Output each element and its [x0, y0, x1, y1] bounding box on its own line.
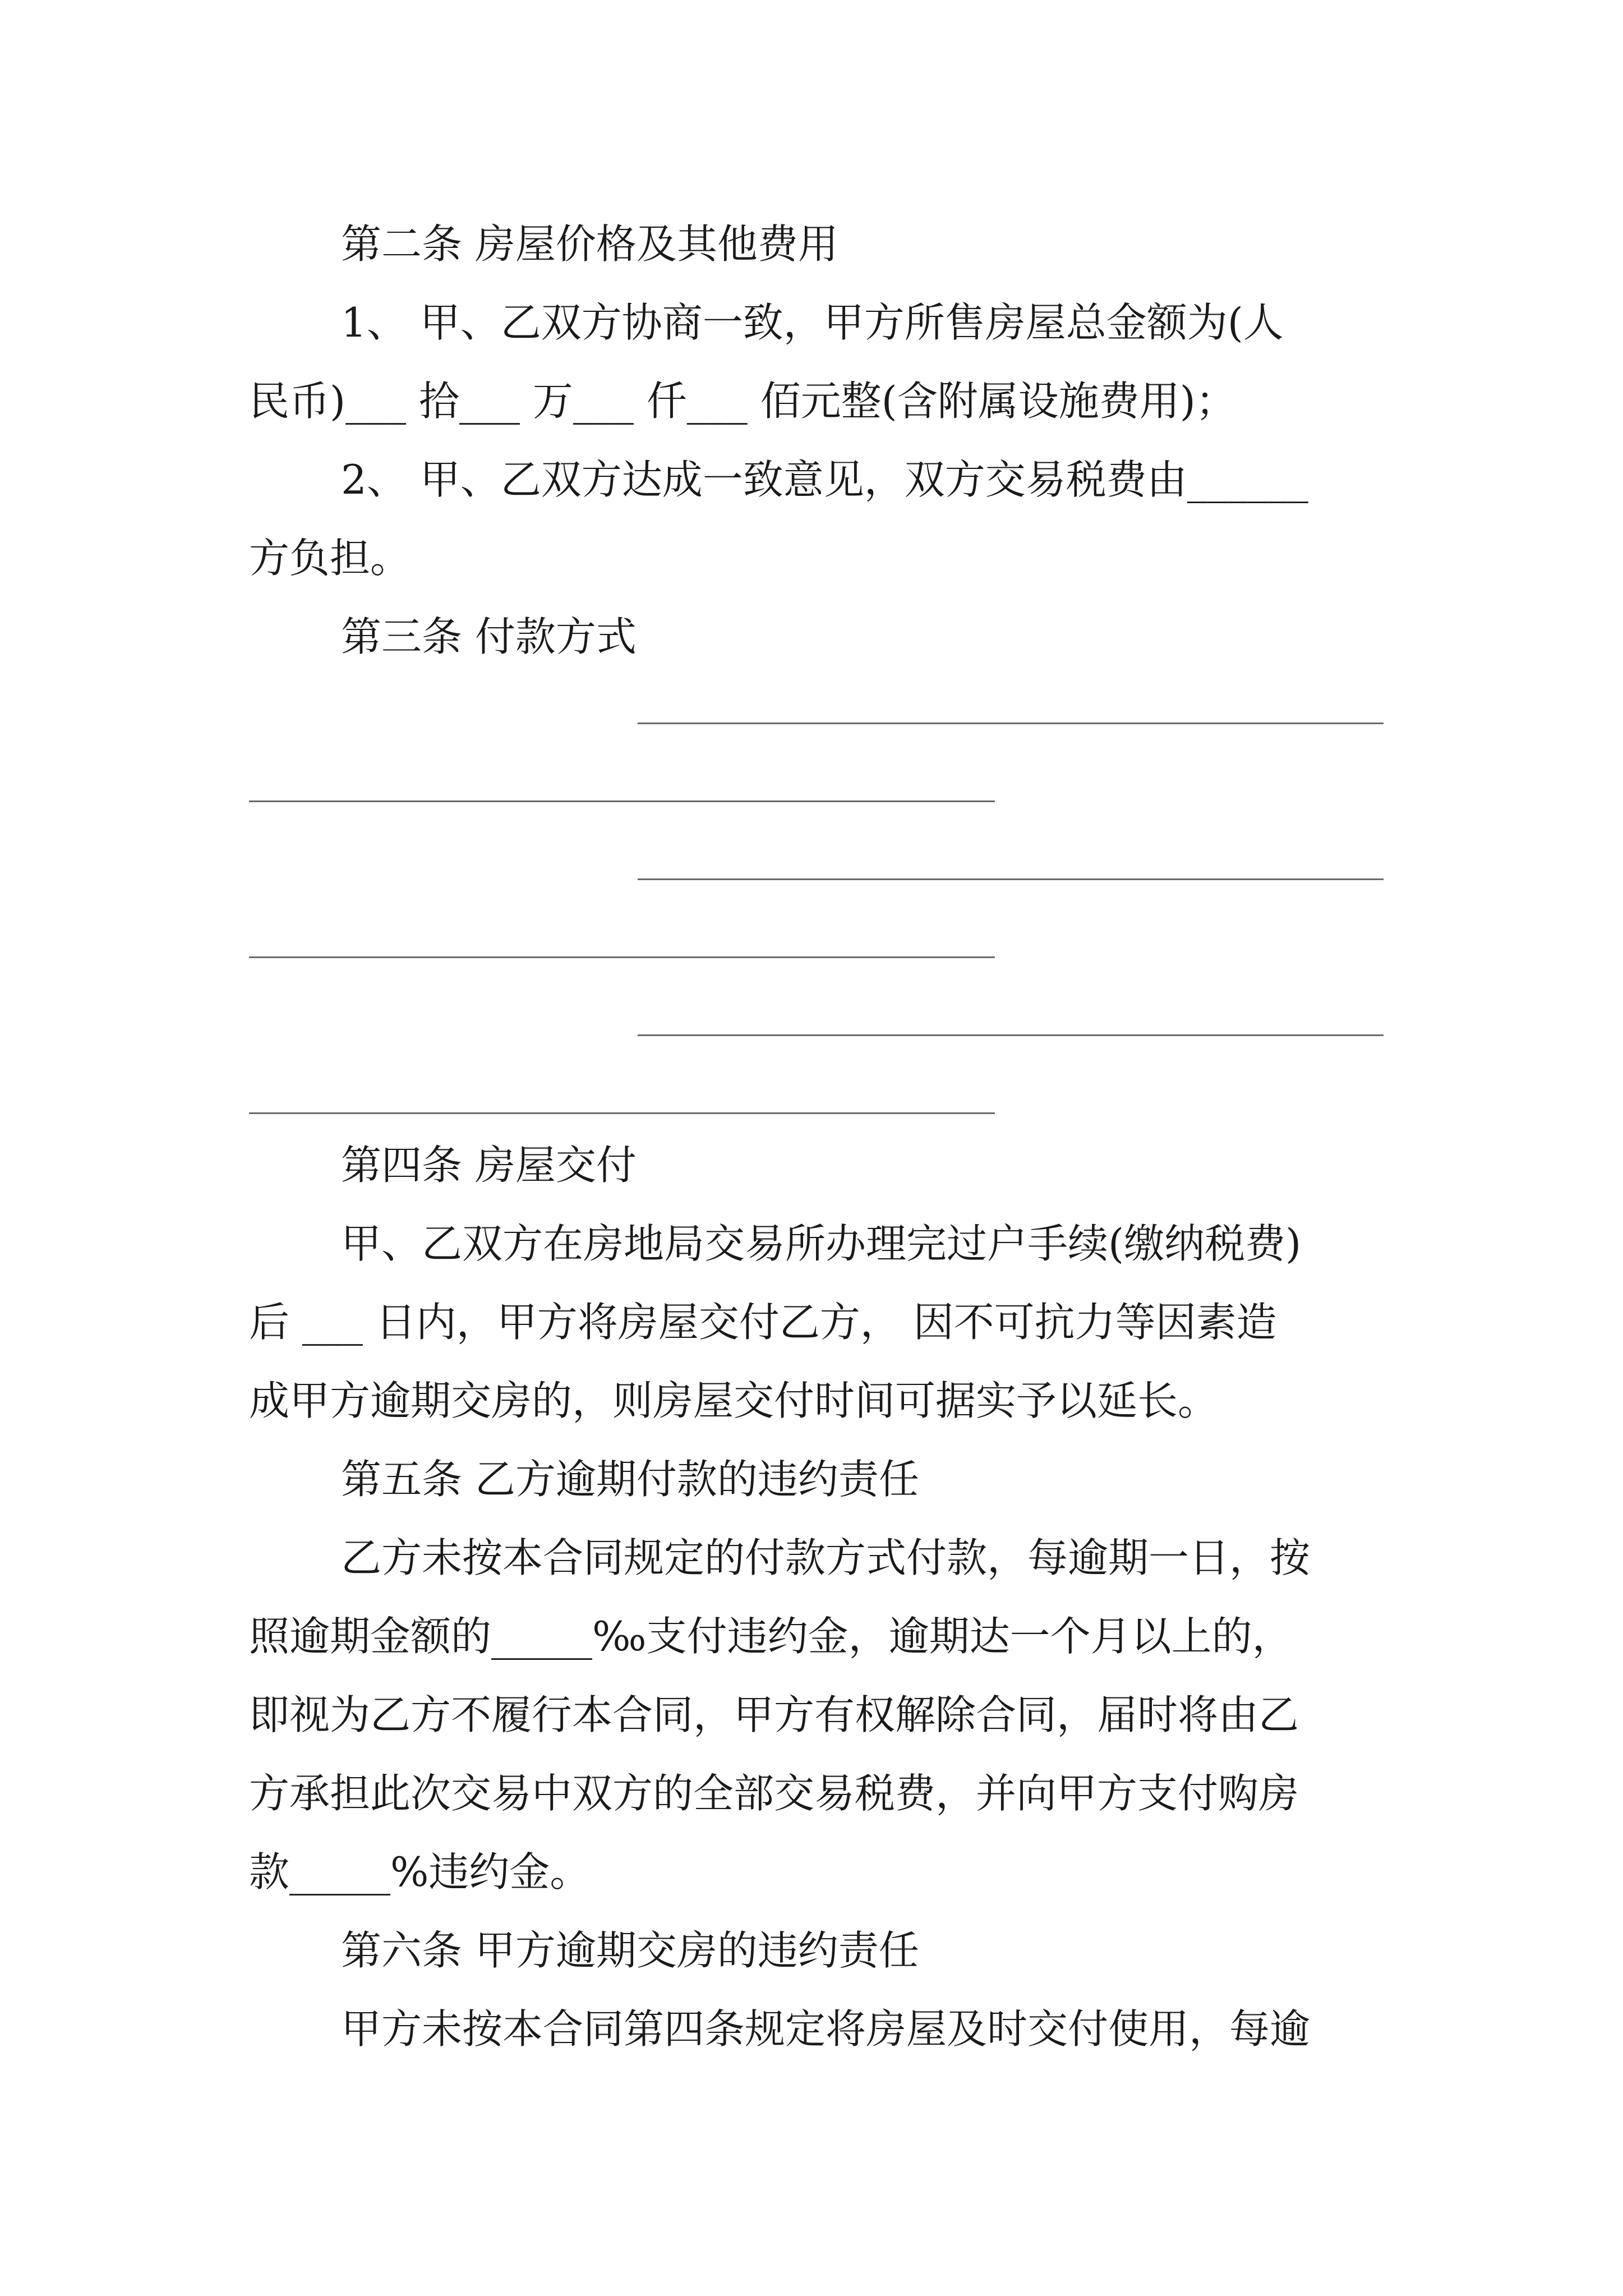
payment-blank-line [638, 723, 1384, 724]
article-5-body-line-4: 方承担此次交易中双方的全部交易税费，并向甲方支付购房 [249, 1770, 1299, 1817]
article-3-heading: 第三条 付款方式 [341, 613, 637, 660]
article-2-clause-1-line-1: 1、 甲、乙双方协商一致，甲方所售房屋总金额为(人 [341, 299, 1284, 346]
payment-blank-line [249, 800, 995, 802]
article-4-body-line-3: 成甲方逾期交房的，则房屋交付时间可据实予以延长。 [249, 1377, 1219, 1424]
article-5-body-line-5: 款_____%违约金。 [249, 1848, 591, 1895]
article-2-heading: 第二条 房屋价格及其他费用 [341, 220, 838, 268]
payment-blank-line [638, 878, 1384, 880]
article-5-body-line-3: 即视为乙方不履行本合同，甲方有权解除合同，届时将由乙 [249, 1691, 1299, 1738]
article-5-body-line-2: 照逾期金额的_____‰支付违约金，逾期达一个月以上的， [249, 1613, 1293, 1660]
article-5-heading: 第五条 乙方逾期付款的违约责任 [341, 1456, 919, 1503]
article-6-heading: 第六条 甲方逾期交房的违约责任 [341, 1927, 919, 1974]
article-5-body-line-1: 乙方未按本合同规定的付款方式付款，每逾期一日，按 [341, 1534, 1311, 1581]
payment-blank-line [638, 1034, 1384, 1036]
article-6-body-line-1: 甲方未按本合同第四条规定将房屋及时交付使用，每逾 [341, 2005, 1311, 2053]
article-2-clause-2-line-1: 2、 甲、乙双方达成一致意见，双方交易税费由______ [341, 456, 1308, 503]
article-4-heading: 第四条 房屋交付 [341, 1142, 637, 1189]
payment-blank-line [249, 1112, 995, 1114]
article-4-body-line-2: 后 ___ 日内，甲方将房屋交付乙方， 因不可抗力等因素造 [249, 1299, 1277, 1346]
payment-blank-line [249, 956, 995, 958]
article-2-clause-1-line-2: 民币)___ 拾___ 万___ 仟___ 佰元整(含附属设施费用)； [249, 378, 1236, 425]
article-2-clause-2-line-2: 方负担。 [249, 535, 411, 582]
article-4-body-line-1: 甲、乙双方在房地局交易所办理完过户手续(缴纳税费) [341, 1220, 1302, 1267]
